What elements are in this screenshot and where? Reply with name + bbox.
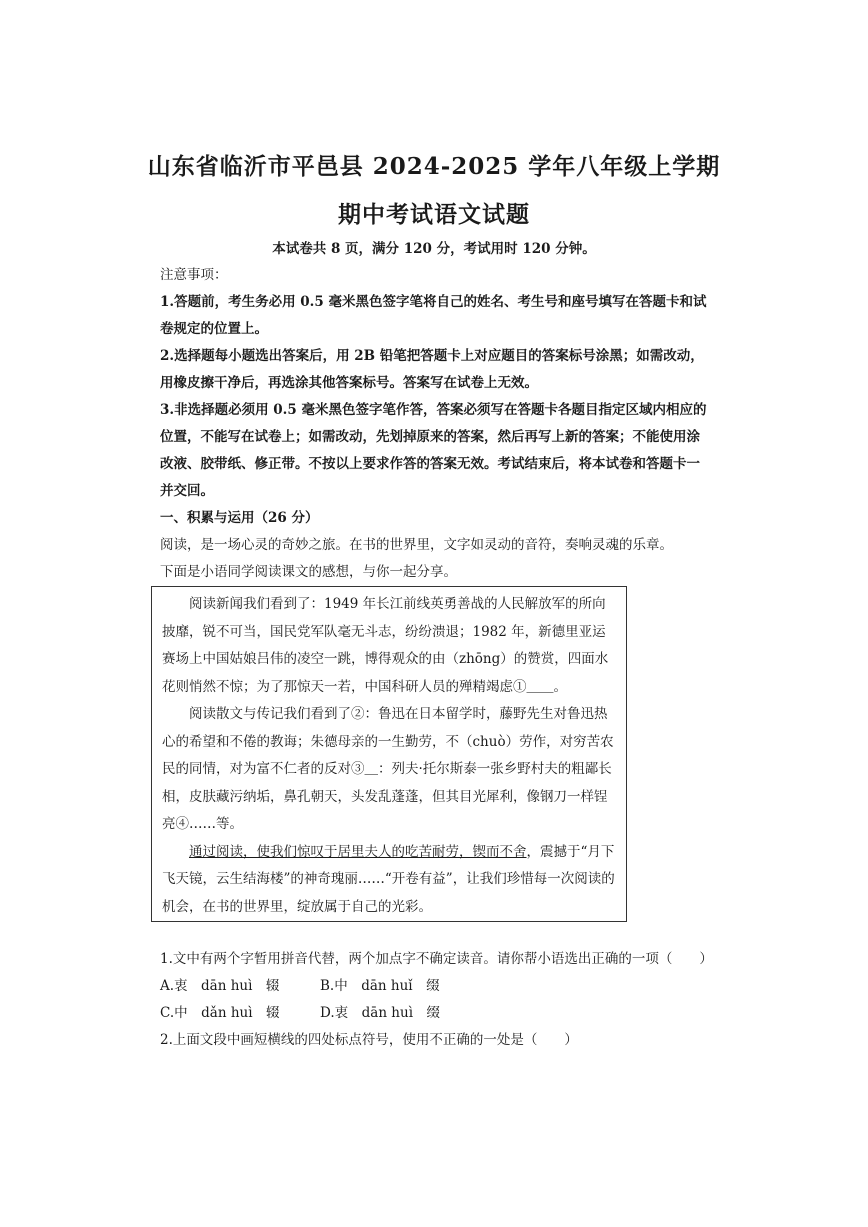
option-a: A.衷 dān huì 辍 [160, 978, 280, 994]
question-1: 1.文中有两个字暂用拼音代替，两个加点字不确定读音。请你帮小语选出正确的一项（ ） [160, 951, 713, 967]
question-2: 2.上面文段中画短横线的四处标点符号，使用不正确的一处是（ ） [160, 1032, 578, 1048]
question-1-options-row1 [160, 973, 720, 1000]
note-item-2: 2.选择题每小题选出答案后，用 2B 铅笔把答题卡上对应题目的答案标号涂黑；如需改动，用橡皮擦干净后，再选涂其他答案标号。答案写在试卷上无效。 [160, 348, 704, 391]
section-intro-line2: 下面是小语同学阅读课文的感想，与你一起分享。 [160, 564, 457, 580]
passage-paragraph-2: 阅读散文与传记我们看到了②：鲁迅在日本留学时，藤野先生对鲁迅热心的希望和不倦的教诲；朱德母亲的一生勤劳，不（chuò）劳作，对穷苦农民的同情，对为富不仁者的反对③＿：列夫·托尔斯泰一张乡野村夫的粗鄙长相，皮肤藏污纳垢，鼻孔朝天，头发乱蓬蓬，但其目光犀利，像钢刀一样锃亮④……等。 [162, 706, 614, 832]
option-b: B.中 dān huǐ 缀 [320, 978, 440, 994]
note-item-3: 3.非选择题必须用 0.5 毫米黑色签字笔作答，答案必须写在答题卡各题目指定区域内相应的位置，不能写在试卷上；如需改动，先划掉原来的答案，然后再写上新的答案；不能使用涂改液、胶带纸、修正带。不按以上要求作答的答案无效。考试结束后，将本试卷和答题卡一并交回。 [160, 402, 707, 499]
option-d: D.衷 dān huì 缀 [320, 1005, 441, 1021]
notes-heading: 注意事项： [160, 267, 228, 283]
passage-paragraph-3-rest: ，震撼于“月下飞天镜，云生结海楼”的神奇瑰丽……“开卷有益”，让我们珍惜每一次阅读的机会，在书的世界里，绽放属于自己的光彩。 [162, 843, 615, 915]
passage-paragraph-1: 阅读新闻我们看到了：1949 年长江前线英勇善战的人民解放军的所向披靡，锐不可当，国民党军队毫无斗志，纷纷溃退；1982 年，新德里亚运赛场上中国姑娘吕伟的凌空一跳，博得观众的由（zhōng）的赞赏，四面水花则悄然不惊；为了那惊天一若，中国科研人员的殚精竭虑①＿＿。 [162, 596, 609, 695]
exam-title-line2: 期中考试语文试题 [338, 201, 530, 228]
questions-block [160, 946, 720, 1054]
note-item-1: 1.答题前，考生务必用 0.5 毫米黑色签字笔将自己的姓名、考生号和座号填写在答题卡和试卷规定的位置上。 [160, 294, 707, 337]
passage-underlined-sentence: 通过阅读，使我们惊叹于居里夫人的吃苦耐劳，锲而不舍 [189, 843, 527, 860]
instructions-block [160, 262, 708, 586]
exam-info: 本试卷共 8 页，满分 120 分，考试用时 120 分钟。 [272, 241, 596, 257]
passage-paragraph-3 [162, 839, 616, 922]
option-c: C.中 dǎn huì 辍 [160, 1005, 280, 1021]
reading-passage-box [151, 586, 627, 922]
section-intro-line1: 阅读，是一场心灵的奇妙之旅。在书的世界里，文字如灵动的音符，奏响灵魂的乐章。 [160, 537, 673, 553]
question-1-options-row2 [160, 1000, 720, 1027]
section-heading: 一、积累与运用（26 分） [160, 510, 319, 526]
exam-title-line1: 山东省临沂市平邑县 2024-2025 学年八年级上学期 [147, 153, 721, 180]
